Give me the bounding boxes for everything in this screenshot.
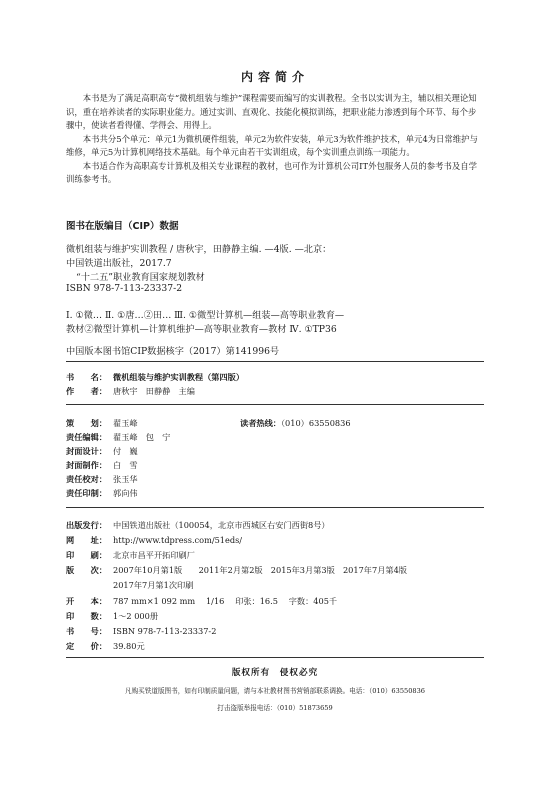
divider	[66, 361, 484, 362]
cip-line: 中国铁道出版社，2017.7	[66, 258, 172, 269]
book-name: 微机组装与维护实训教程（第四版）	[113, 372, 245, 382]
format-row	[66, 596, 337, 607]
staff-label: 策 划：	[66, 418, 107, 428]
publisher-label: 出版发行：	[66, 520, 107, 530]
staff-row	[66, 418, 138, 429]
divider	[66, 657, 484, 658]
staff-value: 张玉华	[113, 474, 138, 484]
cip-classification: Ⅰ. ①微… Ⅱ. ①唐…②田… Ⅲ. ①微型计算机—组装—高等职业教育—	[66, 310, 345, 321]
isbn-row	[66, 626, 216, 637]
book-author: 唐秋宇 田静静 主编	[113, 386, 195, 396]
hotline-label: 读者热线：	[240, 418, 281, 428]
divider	[66, 404, 484, 405]
reader-hotline	[240, 418, 351, 429]
staff-row	[66, 446, 138, 457]
edition-value: 2007年10月第1版 2011年2月第2版 2015年3月第3版 2017年7月第4版	[113, 565, 407, 575]
isbn-label: 书 号：	[66, 626, 107, 636]
edition-label: 版 次：	[66, 565, 107, 575]
format-value: 787 mm×1 092 mm 1/16 印张：16.5 字数：405千	[113, 596, 338, 606]
staff-row	[66, 460, 138, 471]
staff-value: 付 巍	[113, 446, 138, 456]
intro-section	[66, 92, 484, 187]
cip-record-number: 中国版本图书馆CIP数据核字（2017）第141996号	[66, 346, 280, 357]
cip-line: “十二五”职业教育国家规划教材	[76, 272, 205, 283]
staff-row	[66, 474, 138, 485]
copies-value: 1～2 000册	[113, 611, 159, 621]
book-author-label: 作 者：	[66, 386, 107, 396]
website-label: 网 址：	[66, 535, 107, 545]
hotline-value: （010）63550836	[280, 418, 351, 428]
format-label: 开 本：	[66, 596, 107, 606]
staff-row	[66, 488, 138, 499]
staff-value: 翟玉峰	[113, 418, 138, 428]
cip-isbn: ISBN 978-7-113-23337-2	[66, 283, 183, 294]
quality-notice: 凡购买铁道版图书，如有印制质量问题，请与本社教材图书营销部联系调换。电话：（010）63550836	[124, 687, 425, 695]
website-value: http://www.tdpress.com/51eds/	[113, 535, 243, 545]
price-row	[66, 641, 145, 652]
staff-label: 责任印制：	[66, 488, 107, 498]
intro-paragraph: 本书适合作为高职高专计算机及相关专业课程的教材，也可作为计算机公司IT外包服务人员的参考书及自学训练参考书。	[66, 160, 477, 184]
price-label: 定 价：	[66, 641, 107, 651]
printer-value: 北京市昌平开拓印刷厂	[113, 550, 195, 560]
divider	[66, 507, 484, 508]
publisher-row	[66, 520, 330, 531]
intro-paragraph: 本书共分5个单元：单元1为微机硬件组装，单元2为软件安装，单元3为软件维护技术，单元4为日常维护与维修，单元5为计算机网络技术基础。每个单元由若干实训组成，每个实训重点训练一项能力。	[66, 133, 478, 157]
publisher-value: 中国铁道出版社（100054，北京市西城区右安门西街8号）	[113, 520, 330, 530]
cip-heading: 图书在版编目（CIP）数据	[66, 221, 179, 232]
intro-paragraph: 本书是为了满足高职高专“微机组装与维护”课程需要而编写的实训教程。全书以实训为主，辅以相关理论知识，重在培养读者的实际职业能力。通过实训、直观化、技能化模拟训练，把职业能力渗透到每个环节、每个步骤中，使读者看得懂、学得会、用得上。	[66, 93, 477, 130]
edition-row	[66, 565, 407, 576]
staff-label: 封面设计：	[66, 446, 107, 456]
book-name-label: 书 名：	[66, 372, 107, 382]
staff-label: 封面制作：	[66, 460, 107, 470]
staff-value: 郭向伟	[113, 488, 138, 498]
printer-label: 印 刷：	[66, 550, 107, 560]
page-title: 内容简介	[240, 70, 309, 84]
staff-value: 翟玉峰 包 宁	[113, 432, 171, 442]
isbn-value: ISBN 978-7-113-23337-2	[113, 626, 217, 636]
printer-row	[66, 550, 195, 561]
staff-label: 责任编辑：	[66, 432, 107, 442]
copies-label: 印 数：	[66, 611, 107, 621]
website-row	[66, 535, 242, 546]
copies-row	[66, 611, 158, 622]
antipiracy-notice: 打击盗版举报电话：（010）51873659	[217, 704, 333, 712]
cip-classification: 教材②微型计算机—计算机维护—高等职业教育—教材 Ⅳ. ①TP36	[66, 324, 337, 335]
staff-label: 责任校对：	[66, 474, 107, 484]
cip-line: 微机组装与维护实训教程 / 唐秋宇，田静静主编. —4版. —北京：	[66, 244, 332, 255]
book-name-row	[66, 372, 244, 383]
staff-value: 白 雪	[113, 460, 138, 470]
staff-row	[66, 432, 170, 443]
copyright-notice: 版权所有 侵权必究	[231, 668, 319, 678]
printing-value: 2017年7月第1次印刷	[113, 580, 194, 590]
price-value: 39.80元	[113, 641, 145, 651]
book-author-row	[66, 386, 195, 397]
